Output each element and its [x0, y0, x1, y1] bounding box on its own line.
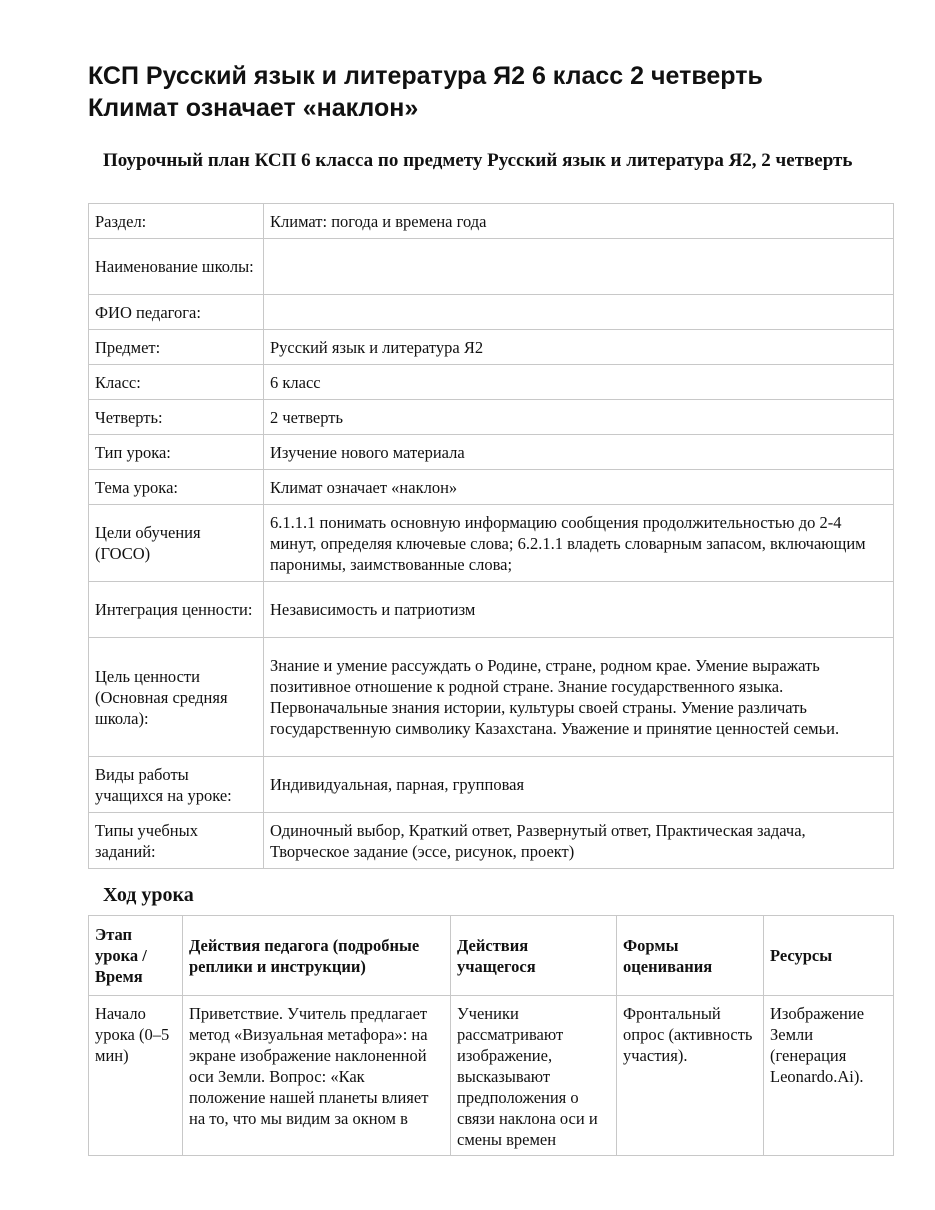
plan-subtitle: Поурочный план КСП 6 класса по предмету Русский язык и литература Я2, 2 четверть [103, 150, 853, 171]
lesson-table [88, 915, 894, 1156]
lesson-cell-resources: Изображение Земли (генерация Leonardo.Ai). [764, 996, 894, 1156]
title-line-2: Климат означает «наклон» [88, 94, 419, 122]
info-label: Предмет: [89, 330, 264, 365]
document-title [88, 60, 908, 124]
info-value: Независимость и патриотизм [264, 582, 894, 638]
lesson-cell-assessment: Фронтальный опрос (активность участия). [617, 996, 764, 1156]
info-label: Четверть: [89, 400, 264, 435]
info-value: 6.1.1.1 понимать основную информацию сообщения продолжительностью до 2-4 минут, определяя ключевые слова; 6.2.1.1 владеть словарным запасом, включающим паронимы, заимствованные слова; [264, 505, 894, 582]
lesson-header-row [89, 916, 894, 996]
info-row [89, 757, 894, 813]
lesson-header-cell: Действия учащегося [451, 916, 617, 996]
info-label: ФИО педагога: [89, 295, 264, 330]
lesson-row [89, 996, 894, 1156]
info-row [89, 365, 894, 400]
info-row [89, 435, 894, 470]
info-label: Цель ценности (Основная средняя школа): [89, 638, 264, 757]
info-label: Наименование школы: [89, 239, 264, 295]
info-row [89, 400, 894, 435]
info-row [89, 582, 894, 638]
info-label: Тип урока: [89, 435, 264, 470]
info-row [89, 204, 894, 239]
lesson-header-cell: Этап урока / Время [89, 916, 183, 996]
info-value [264, 295, 894, 330]
info-value: Индивидуальная, парная, групповая [264, 757, 894, 813]
info-value: Знание и умение рассуждать о Родине, стране, родном крае. Умение выражать позитивное отношение к родной стране. Знание государственного языка. Первоначальные знания истории, культуры своей страны. Умение различать государственную символику Казахстана. Уважение и принятие ценностей семьи. [264, 638, 894, 757]
info-label: Раздел: [89, 204, 264, 239]
info-row [89, 470, 894, 505]
lesson-header-cell: Действия педагога (подробные реплики и инструкции) [183, 916, 451, 996]
info-value: Климат: погода и времена года [264, 204, 894, 239]
info-label: Тема урока: [89, 470, 264, 505]
info-table [88, 203, 894, 869]
info-label: Интеграция ценности: [89, 582, 264, 638]
title-line-1: КСП Русский язык и литература Я2 6 класс 2 четверть [88, 62, 763, 90]
info-row [89, 505, 894, 582]
info-row [89, 638, 894, 757]
lesson-heading: Ход урока [103, 884, 194, 906]
info-label: Класс: [89, 365, 264, 400]
lesson-cell-stage: Начало урока (0–5 мин) [89, 996, 183, 1156]
info-value: Климат означает «наклон» [264, 470, 894, 505]
info-label: Цели обучения (ГОСО) [89, 505, 264, 582]
lesson-header-cell: Ресурсы [764, 916, 894, 996]
info-value: Русский язык и литература Я2 [264, 330, 894, 365]
info-label: Типы учебных заданий: [89, 813, 264, 869]
lesson-cell-teacher: Приветствие. Учитель предлагает метод «Визуальная метафора»: на экране изображение наклоненной оси Земли. Вопрос: «Как положение нашей планеты влияет на то, что мы видим за окном в [183, 996, 451, 1156]
info-row [89, 330, 894, 365]
info-label: Виды работы учащихся на уроке: [89, 757, 264, 813]
info-value: Изучение нового материала [264, 435, 894, 470]
lesson-cell-student: Ученики рассматривают изображение, высказывают предположения о связи наклона оси и смены времен [451, 996, 617, 1156]
info-row [89, 239, 894, 295]
info-value: 2 четверть [264, 400, 894, 435]
info-value [264, 239, 894, 295]
info-row [89, 295, 894, 330]
info-value: 6 класс [264, 365, 894, 400]
info-row [89, 813, 894, 869]
lesson-header-cell: Формы оценивания [617, 916, 764, 996]
info-value: Одиночный выбор, Краткий ответ, Развернутый ответ, Практическая задача, Творческое задание (эссе, рисунок, проект) [264, 813, 894, 869]
